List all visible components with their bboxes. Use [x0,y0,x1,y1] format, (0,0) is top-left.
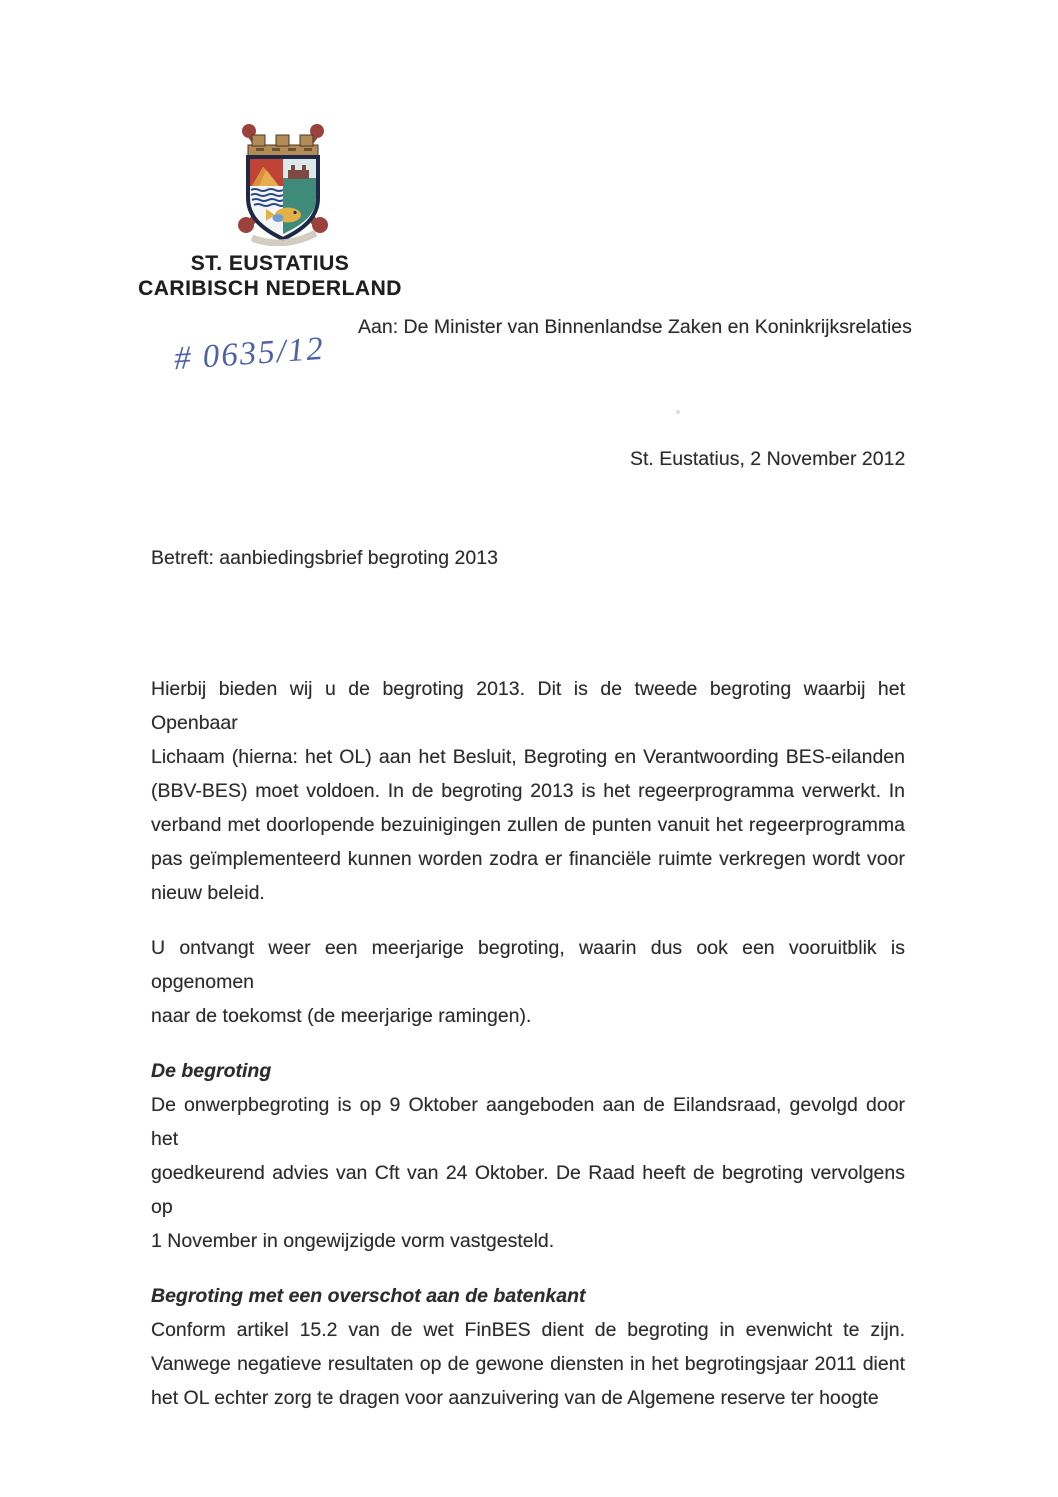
text-line: Hierbij bieden wij u de begroting 2013. Dit is de tweede begroting waarbij het Openbaar [151,678,905,734]
scan-speck [676,410,680,414]
text-line: Lichaam (hierna: het OL) aan het Besluit, Begroting en Verantwoording BES-eilanden [151,746,905,768]
text-line: Vanwege negatieve resultaten op de gewone diensten in het begrotingsjaar 2011 dient [151,1353,905,1375]
section-heading: De begroting [151,1060,272,1082]
paragraph [151,1313,905,1415]
text-line: De onwerpbegroting is op 9 Oktober aangeboden aan de Eilandsraad, gevolgd door het [151,1094,905,1150]
text-line: nieuw beleid. [151,882,265,904]
recipient-line: Aan: De Minister van Binnenlandse Zaken en Koninkrijksrelaties [358,316,912,338]
section-heading: Begroting met een overschot aan de batenkant [151,1285,586,1307]
text-line: goedkeurend advies van Cft van 24 Oktober. De Raad heeft de begroting vervolgens op [151,1162,905,1218]
text-line: verband met doorlopende bezuinigingen zullen de punten vanuit het regeerprogramma [151,814,905,836]
text-line: U ontvangt weer een meerjarige begroting, waarin dus ook een vooruitblik is opgenomen [151,937,905,993]
letterhead-org [120,251,420,301]
handwritten-reference-number: # 0635/12 [172,330,326,378]
text-line: het OL echter zorg te dragen voor aanzuivering van de Algemene reserve ter hoogte [151,1387,879,1409]
org-name-line2: CARIBISCH NEDERLAND [138,277,402,300]
paragraph [151,672,905,910]
letter-body [151,672,905,1436]
paragraph [151,1088,905,1258]
subject-line: Betreft: aanbiedingsbrief begroting 2013 [151,547,498,569]
org-name-line1: ST. EUSTATIUS [190,252,350,275]
paragraph [151,931,905,1033]
text-line: pas geïmplementeerd kunnen worden zodra er financiële ruimte verkregen wordt voor [151,848,905,870]
dateline: St. Eustatius, 2 November 2012 [630,448,906,470]
text-line: 1 November in ongewijzigde vorm vastgesteld. [151,1230,555,1252]
coat-of-arms-icon [228,118,338,246]
text-line: Conform artikel 15.2 van de wet FinBES dient de begroting in evenwicht te zijn. [151,1319,905,1341]
text-line: (BBV-BES) moet voldoen. In de begroting 2013 is het regeerprogramma verwerkt. In [151,780,905,802]
text-line: naar de toekomst (de meerjarige ramingen). [151,1005,532,1027]
